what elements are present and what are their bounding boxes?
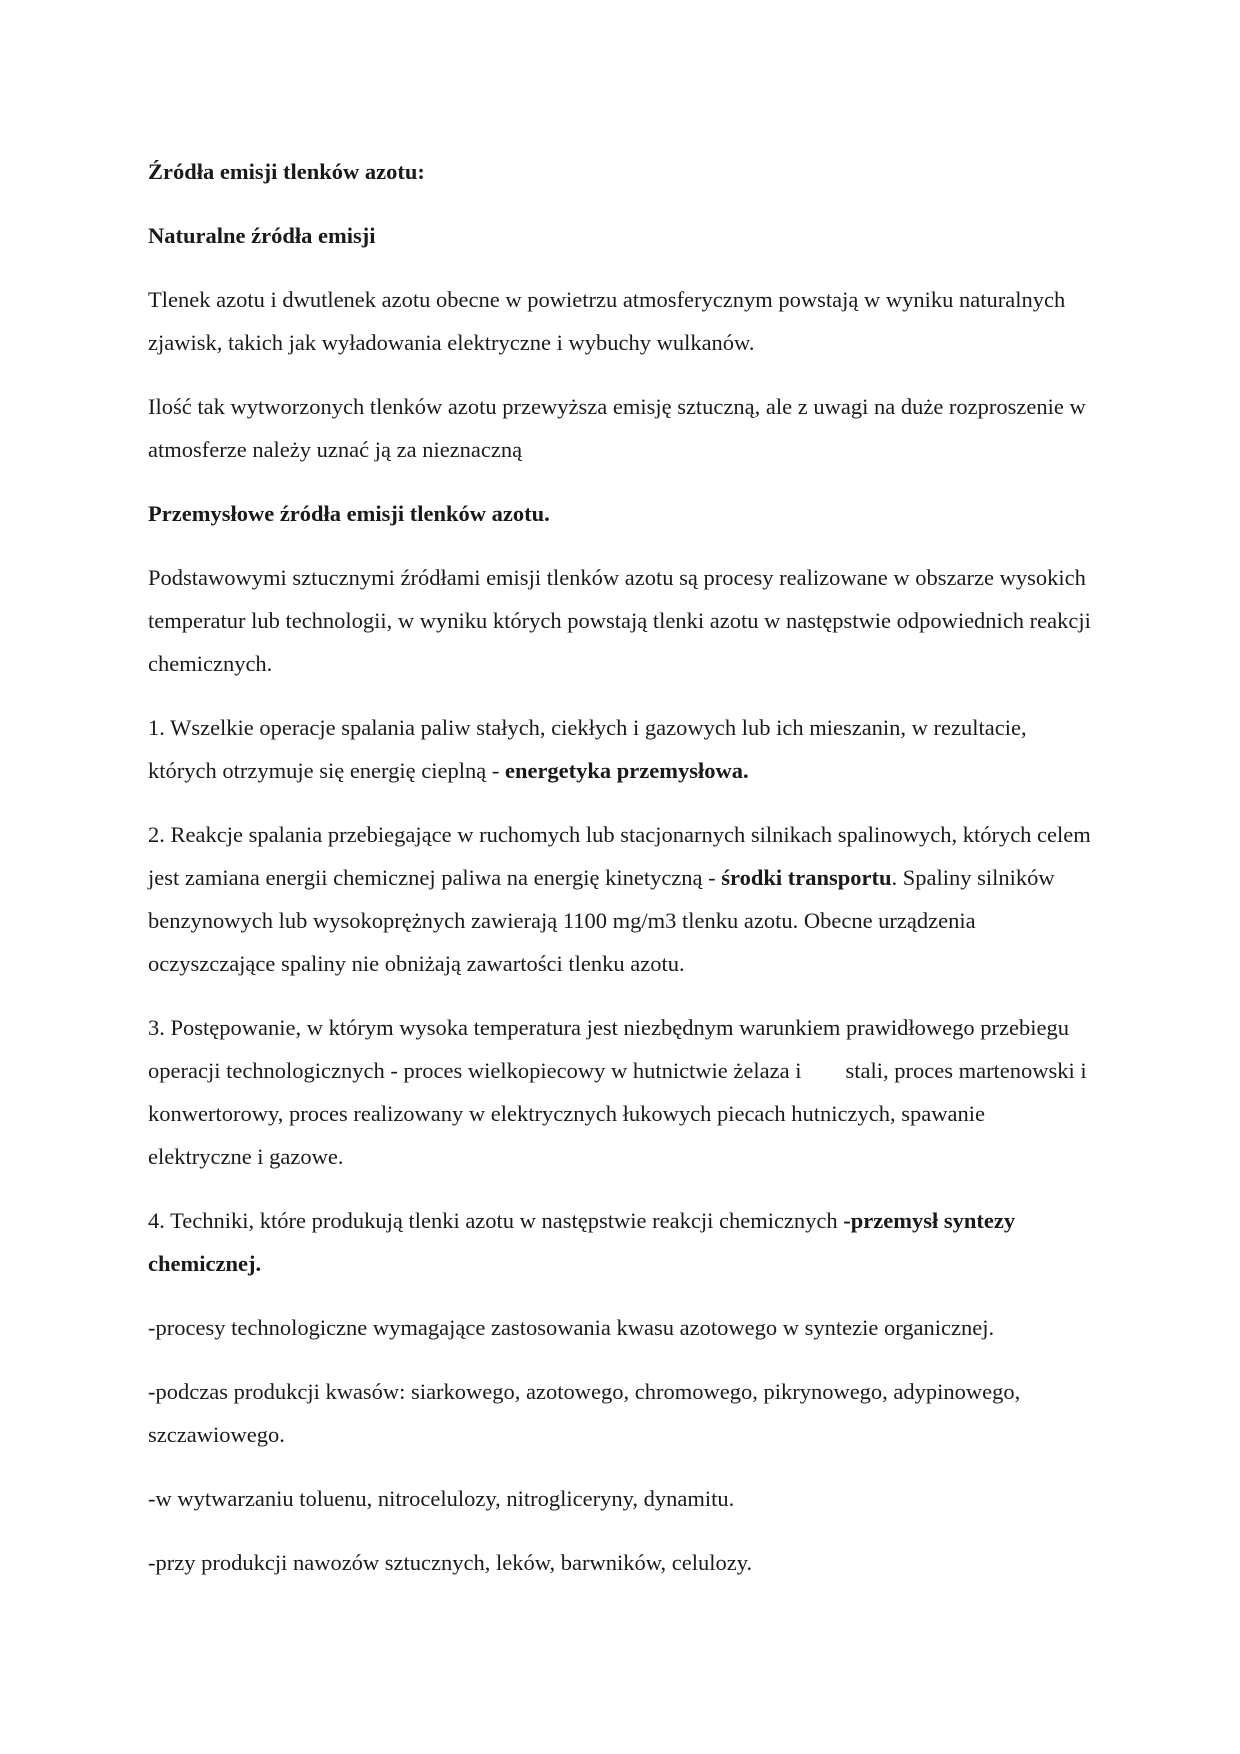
document-title: Źródła emisji tlenków azotu: bbox=[148, 159, 425, 184]
list-item-4-text: 4. Techniki, które produkują tlenki azotu w następstwie reakcji chemicznych bbox=[148, 1208, 844, 1233]
list-item-1-bold: energetyka przemysłowa. bbox=[504, 758, 749, 783]
list-item-2-text: 2. Reakcje spalania przebiegające w ruchomych lub stacjonarnych silnikach spalinowych, których celem jest zamiana energii chemicznej paliwa na energię kinetyczną - bbox=[148, 822, 1091, 890]
list-item-1 bbox=[148, 706, 1094, 792]
document-page bbox=[148, 150, 1094, 1605]
list-item-2-bold: środki transportu bbox=[721, 865, 892, 890]
section-heading-industrial: Przemysłowe źródła emisji tlenków azotu. bbox=[148, 501, 550, 526]
list-item-3-part-a: 3. Postępowanie, w którym wysoka temperatura jest niezbędnym warunkiem prawidłowego przebiegu operacji technologicznych - proces wielkopiecowy w hutnictwie żelaza i bbox=[148, 1015, 1069, 1083]
list-item-2-rest: . Spaliny silników benzynowych lub wysokoprężnych zawierają 1100 mg/m3 tlenku azotu. Obecne urządzenia oczyszczające spaliny nie obniżają zawartości tlenku azotu. bbox=[148, 865, 1055, 976]
list-item-3 bbox=[148, 1006, 1094, 1178]
paragraph-natural-2: Ilość tak wytworzonych tlenków azotu przewyższa emisję sztuczną, ale z uwagi na duże rozproszenie w atmosferze należy uznać ją za nieznaczną bbox=[148, 394, 1086, 462]
list-item-3-part-b: stali, proces martenowski i konwertorowy, proces realizowany w elektrycznych łukowych piecach hutniczych, spawanie elektryczne i gazowe. bbox=[148, 1058, 1087, 1169]
detail-line-4: -przy produkcji nawozów sztucznych, leków, barwników, celulozy. bbox=[148, 1550, 753, 1575]
list-item-2 bbox=[148, 813, 1094, 985]
detail-line-1: -procesy technologiczne wymagające zastosowania kwasu azotowego w syntezie organicznej. bbox=[148, 1315, 995, 1340]
list-item-4-bold: -przemysł syntezy chemicznej. bbox=[148, 1208, 1016, 1276]
list-item-4 bbox=[148, 1199, 1094, 1285]
paragraph-industrial-intro: Podstawowymi sztucznymi źródłami emisji tlenków azotu są procesy realizowane w obszarze wysokich temperatur lub technologii, w wyniku których powstają tlenki azotu w następstwie odpowiednich reakcji chemicznych. bbox=[148, 565, 1091, 676]
section-heading-natural: Naturalne źródła emisji bbox=[148, 223, 376, 248]
list-item-1-text: 1. Wszelkie operacje spalania paliw stałych, ciekłych i gazowych lub ich mieszanin, w rezultacie, których otrzymuje się energię cieplną - bbox=[148, 715, 1027, 783]
paragraph-natural-1: Tlenek azotu i dwutlenek azotu obecne w powietrzu atmosferycznym powstają w wyniku naturalnych zjawisk, takich jak wyładowania elektryczne i wybuchy wulkanów. bbox=[148, 287, 1066, 355]
detail-line-2: -podczas produkcji kwasów: siarkowego, azotowego, chromowego, pikrynowego, adypinowego, szczawiowego. bbox=[148, 1379, 1021, 1447]
detail-line-3: -w wytwarzaniu toluenu, nitrocelulozy, nitrogliceryny, dynamitu. bbox=[148, 1486, 735, 1511]
